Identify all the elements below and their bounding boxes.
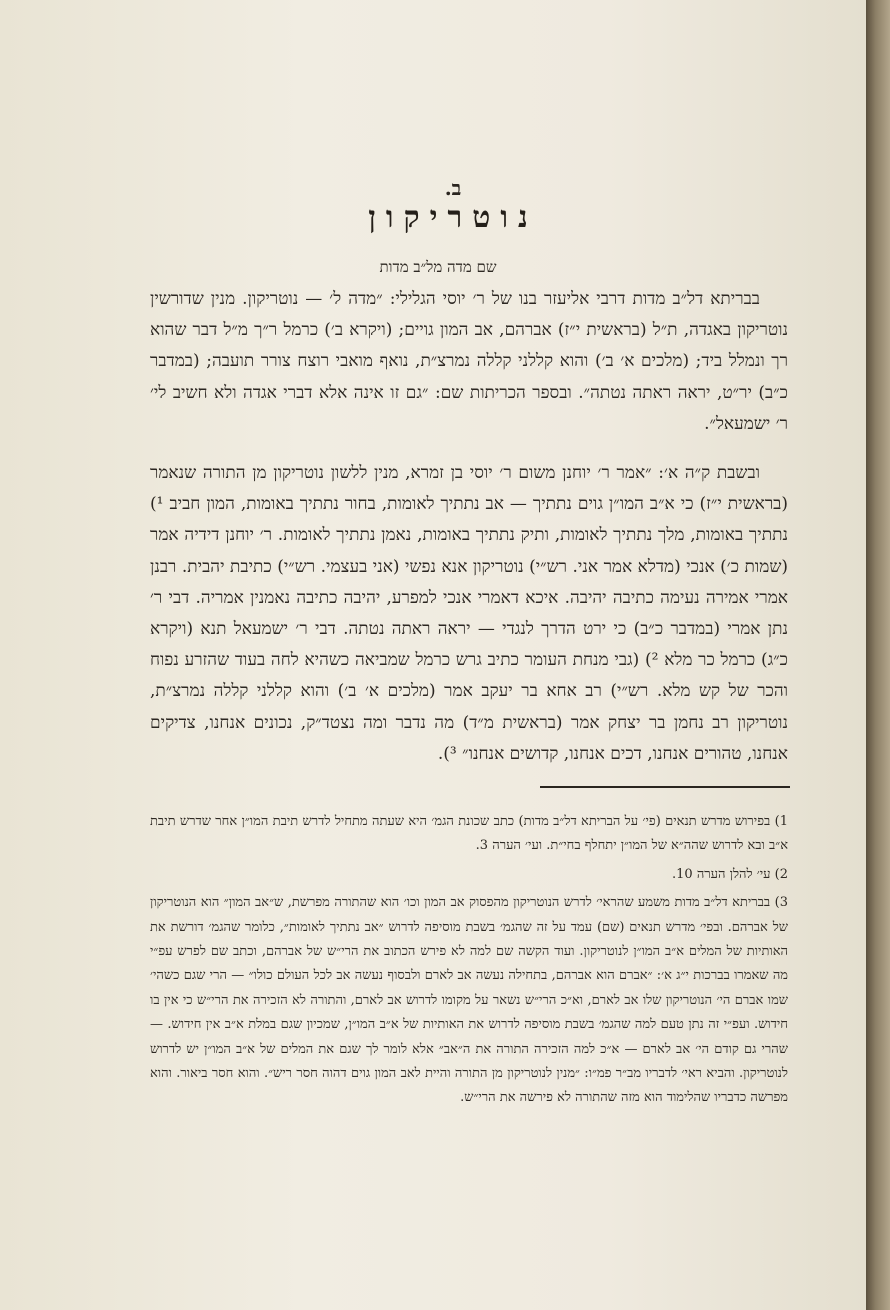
chapter-title: נוטריקון bbox=[368, 200, 538, 235]
page-edge bbox=[866, 0, 890, 1310]
section-number: ב. bbox=[444, 176, 462, 200]
body-paragraph-1: בבריתא דל״ב מדות דרבי אליעזר בנו של ר׳ יוסי הגלילי: ״מדה ל׳ — נוטריקון. מנין שדורשין נוטריקון באגדה, ת״ל (בראשית י״ז) אברהם, אב המון גויים; (ויקרא ב׳) כרמל ר״ך מ״ל דבר שהוא רך ונמלל ביד; (מלכים א׳ ב׳) והוא קללני קללה נמרצ״ת, נואף מואבי רוצח צורר תועבה; (במדבר כ״ב) יר״ט, יראה ראתה נטתה״. ובספר הכריתות שם: ״גם זו אינה אלא דברי אגדה ולא חשיב לי׳ ר׳ ישמעאל״. bbox=[150, 289, 788, 434]
footnote-2: 2) עי׳ להלן הערה 10. bbox=[672, 866, 788, 882]
footnote-divider bbox=[540, 786, 790, 788]
footnotes bbox=[150, 810, 788, 1115]
body-paragraph-2: ובשבת ק״ה א׳: ״אמר ר׳ יוחנן משום ר׳ יוסי בן זמרא, מנין ללשון נוטריקון מן התורה שנאמר (בראשית י״ז) כי א״ב המו״ן גוים נתתיך — אב נתתיך לאומות, בחור נתתיך באומות, המון חביב ¹) נתתיך באומות, מלך נתתיך לאומות, ותיק נתתיך באומות, נאמן נתתיך לאומות. ר׳ יוחנן דידיה אמר (שמות כ׳) אנכי (מדלא אמר אני. רש״י) נוטריקון אנא נפשי (אני בעצמי. רש״י) כתיבת יהבית. רבנן אמרי אמירה נעימה כתיבה יהיבה. איכא דאמרי אנכי למפרע, יהיבה כתיבה נאמנין אמריה. דבי ר׳ נתן אמרי (במדבר כ״ב) כי ירט הדרך לנגדי — יראה ראתה נטתה. דבי ר׳ ישמעאל תנא (ויקרא כ״ג) כרמל כר מלא ²) (גבי מנחת העומר כתיב גרש כרמל שמביאה כשהיא לחה בעוד שהזרע נפוח והכר של קש מלא. רש״י) רב אחא בר יעקב אמר (מלכים א׳ ב׳) והוא קללני קללה נמרצ״ת, נוטריקון רב נחמן בר יצחק אמר (בראשית מ״ד) מה נדבר ומה נצטד״ק, נכונים אנחנו, צדיקים אנחנו, טהורים אנחנו, דכים אנחנו, קדושים אנחנו״ ³). bbox=[150, 463, 788, 764]
body-text bbox=[150, 284, 788, 770]
footnote-3: 3) בבריתא דל״ב מדות משמע שהראי׳ לדרש הנוטריקון מהפסוק אב המון וכו׳ הוא שהתורה מפרשת, ש״אב המון״ הוא הנוטריקון של אברהם. ובפי׳ מדרש תנאים (שם) עמד על זה שהגמ׳ בשבת מוסיפה לדרוש ״אב נתתיך לאומות״, כלומר שהגמ׳ דורשת את האותיות של המלים א״ב המו״ן לנוטריקון. ועוד הקשה שם למה לא פירש הכתוב את הרי״ש של אברהם, וכתב שם לפרש עפ״י מה שאמרו בברכות י״ג א׳: ״אברם הוא אברהם, בתחילה נעשה אב לארם ולבסוף נעשה אב לכל העולם כולו״ — הרי שגם כשהי׳ שמו אברם הי׳ הנוטריקון שלו אב לארם, וא״כ הרי״ש נשאר על מקומו לדרוש אב לארם, והתורה לא הזכירה את הרי״ש כי אין בו חידוש. ועפ״י זה נתן טעם למה שהגמ׳ בשבת מוסיפה לדרוש את האותיות של א״ב המו״ן, שמכיון שגם במלת א״ב אין חידוש. — שהרי גם קודם הי׳ אב לארם — א״כ למה הזכירה התורה את ה״אב״ אלא לומר לך שגם את המלים של א״ב המו״ן יש לדרוש לנוטריקון. והביא ראי׳ לדבריו מב״ר פמ״ו: ״מנין לנוטריקון מן התורה והיית לאב המון גוים דהוה חסר ריש״. והוא חסר ביאור. והוא מפרשה כדבריו שהלימוד הוא מזה שהתורה לא פירשה את הרי״ש. bbox=[150, 895, 788, 1106]
footnote-1: 1) בפירוש מדרש תנאים (פי׳ על הבריתא דל״ב מדות) כתב שכונת הגמ׳ היא שעתה מתחיל לדרש תיבת המו״ן אחר שדרש תיבת א״ב ובא לדרוש שהה״א של המו״ן יתחלף בחי״ת. ועי׳ הערה 3. bbox=[150, 814, 788, 854]
chapter-subtitle: שם מדה מל״ב מדות bbox=[379, 258, 497, 276]
